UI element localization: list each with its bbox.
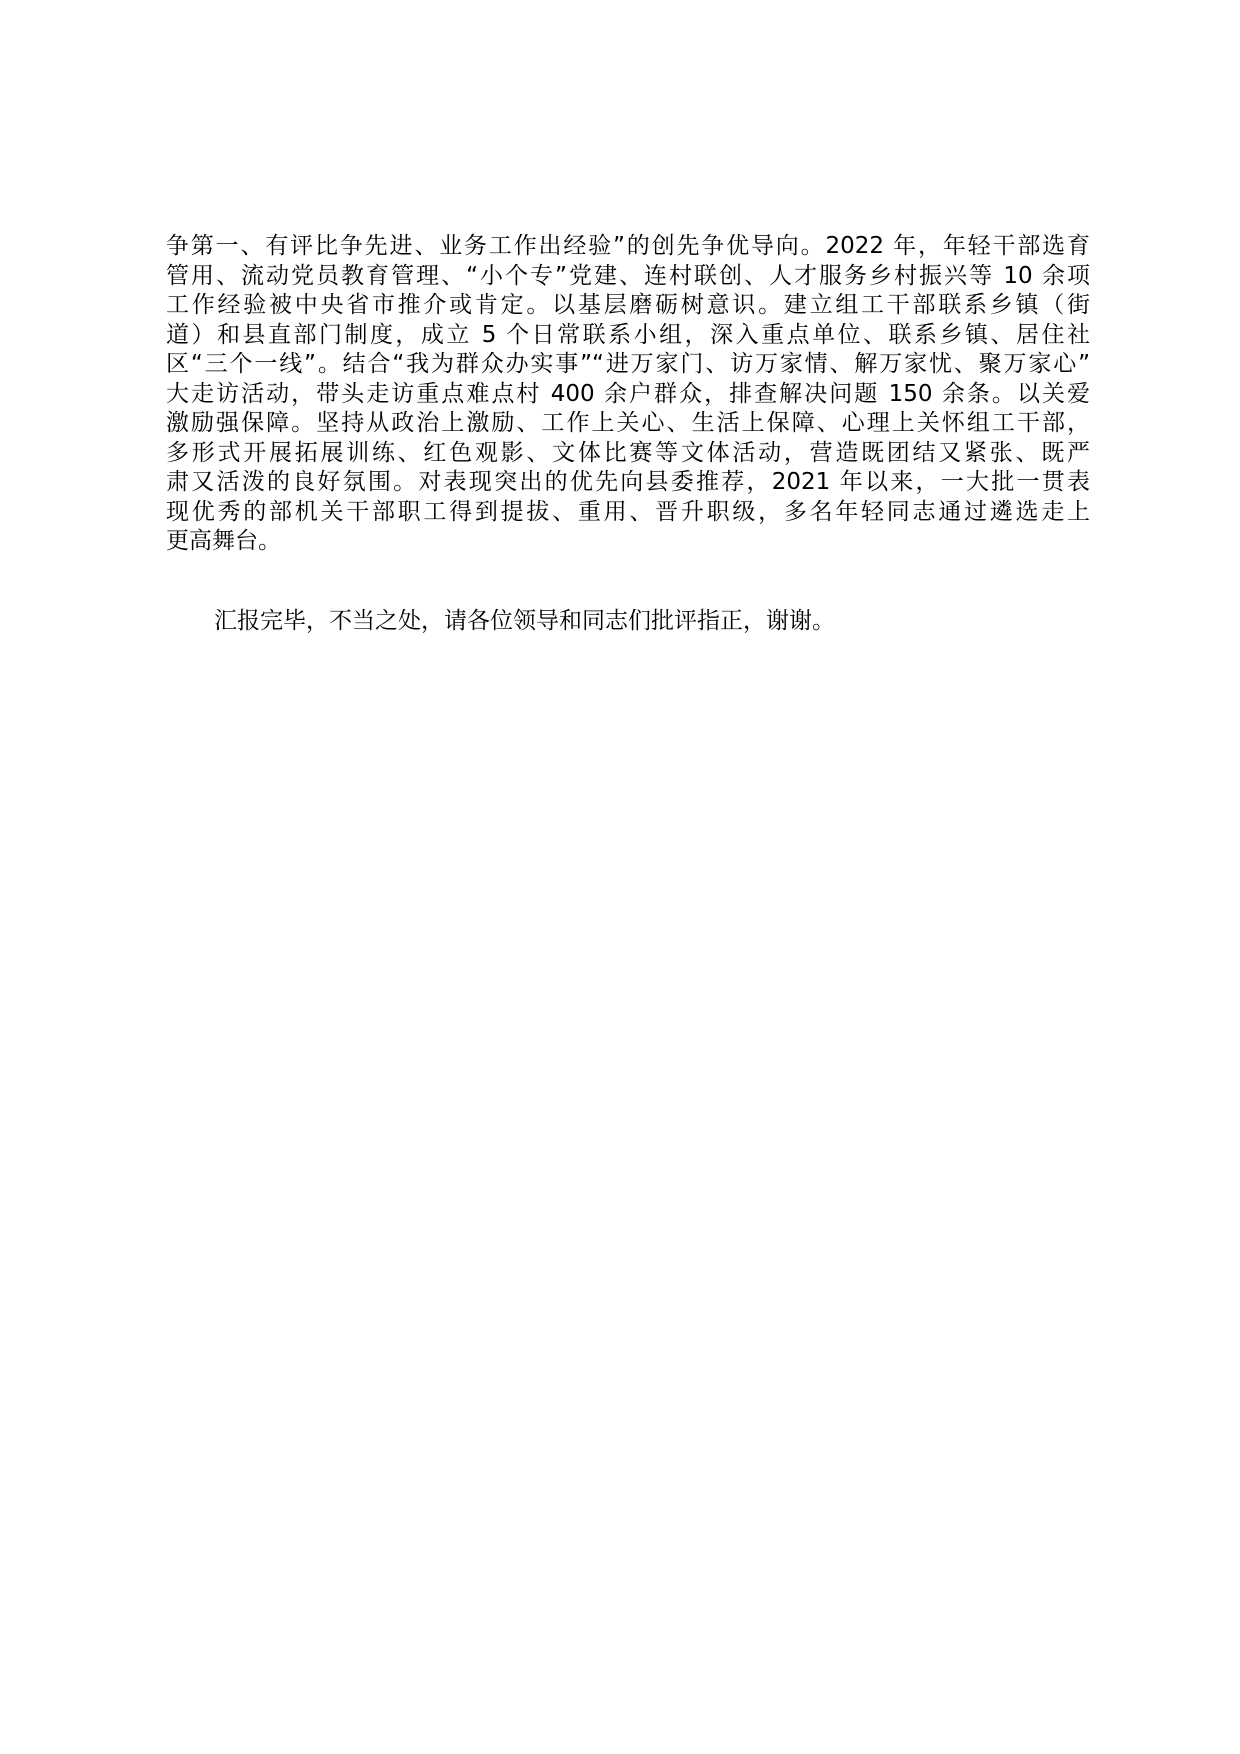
paragraph-line: 激励强保障。坚持从政治上激励、工作上关心、生活上保障、心理上关怀组工干部，: [166, 410, 1090, 436]
paragraph-line: 大走访活动，带头走访重点难点村 400 余户群众，排查解决问题 150 余条。以关爱: [166, 380, 1090, 407]
paragraph-line: 多形式开展拓展训练、红色观影、文体比赛等文体活动，营造既团结又紧张、既严: [166, 439, 1090, 466]
paragraph-line: 肃又活泼的良好氛围。对表现突出的优先向县委推荐，2021 年以来，一大批一贯表: [166, 469, 1090, 495]
paragraph-line: 区“三个一线”。结合“我为群众办实事”“进万家门、访万家情、解万家忧、聚万家心”: [166, 351, 1090, 377]
closing-sentence: 汇报完毕，不当之处，请各位领导和同志们批评指正，谢谢。: [214, 608, 835, 634]
body-paragraph-1: [166, 232, 1090, 557]
paragraph-line: 更高舞台。: [166, 528, 281, 554]
paragraph-line: 道）和县直部门制度，成立 5 个日常联系小组，深入重点单位、联系乡镇、居住社: [166, 321, 1090, 348]
paragraph-line: 工作经验被中央省市推介或肯定。以基层磨砺树意识。建立组工干部联系乡镇（街: [166, 292, 1090, 318]
body-paragraph-2: [166, 607, 1090, 637]
paragraph-line: 争第一、有评比争先进、业务工作出经验”的创先争优导向。2022 年，年轻干部选育: [166, 233, 1090, 259]
paragraph-line: 管用、流动党员教育管理、“小个专”党建、连村联创、人才服务乡村振兴等 10 余项: [166, 262, 1090, 289]
paragraph-line: 现优秀的部机关干部职工得到提拔、重用、晋升职级，多名年轻同志通过遴选走上: [166, 498, 1090, 525]
